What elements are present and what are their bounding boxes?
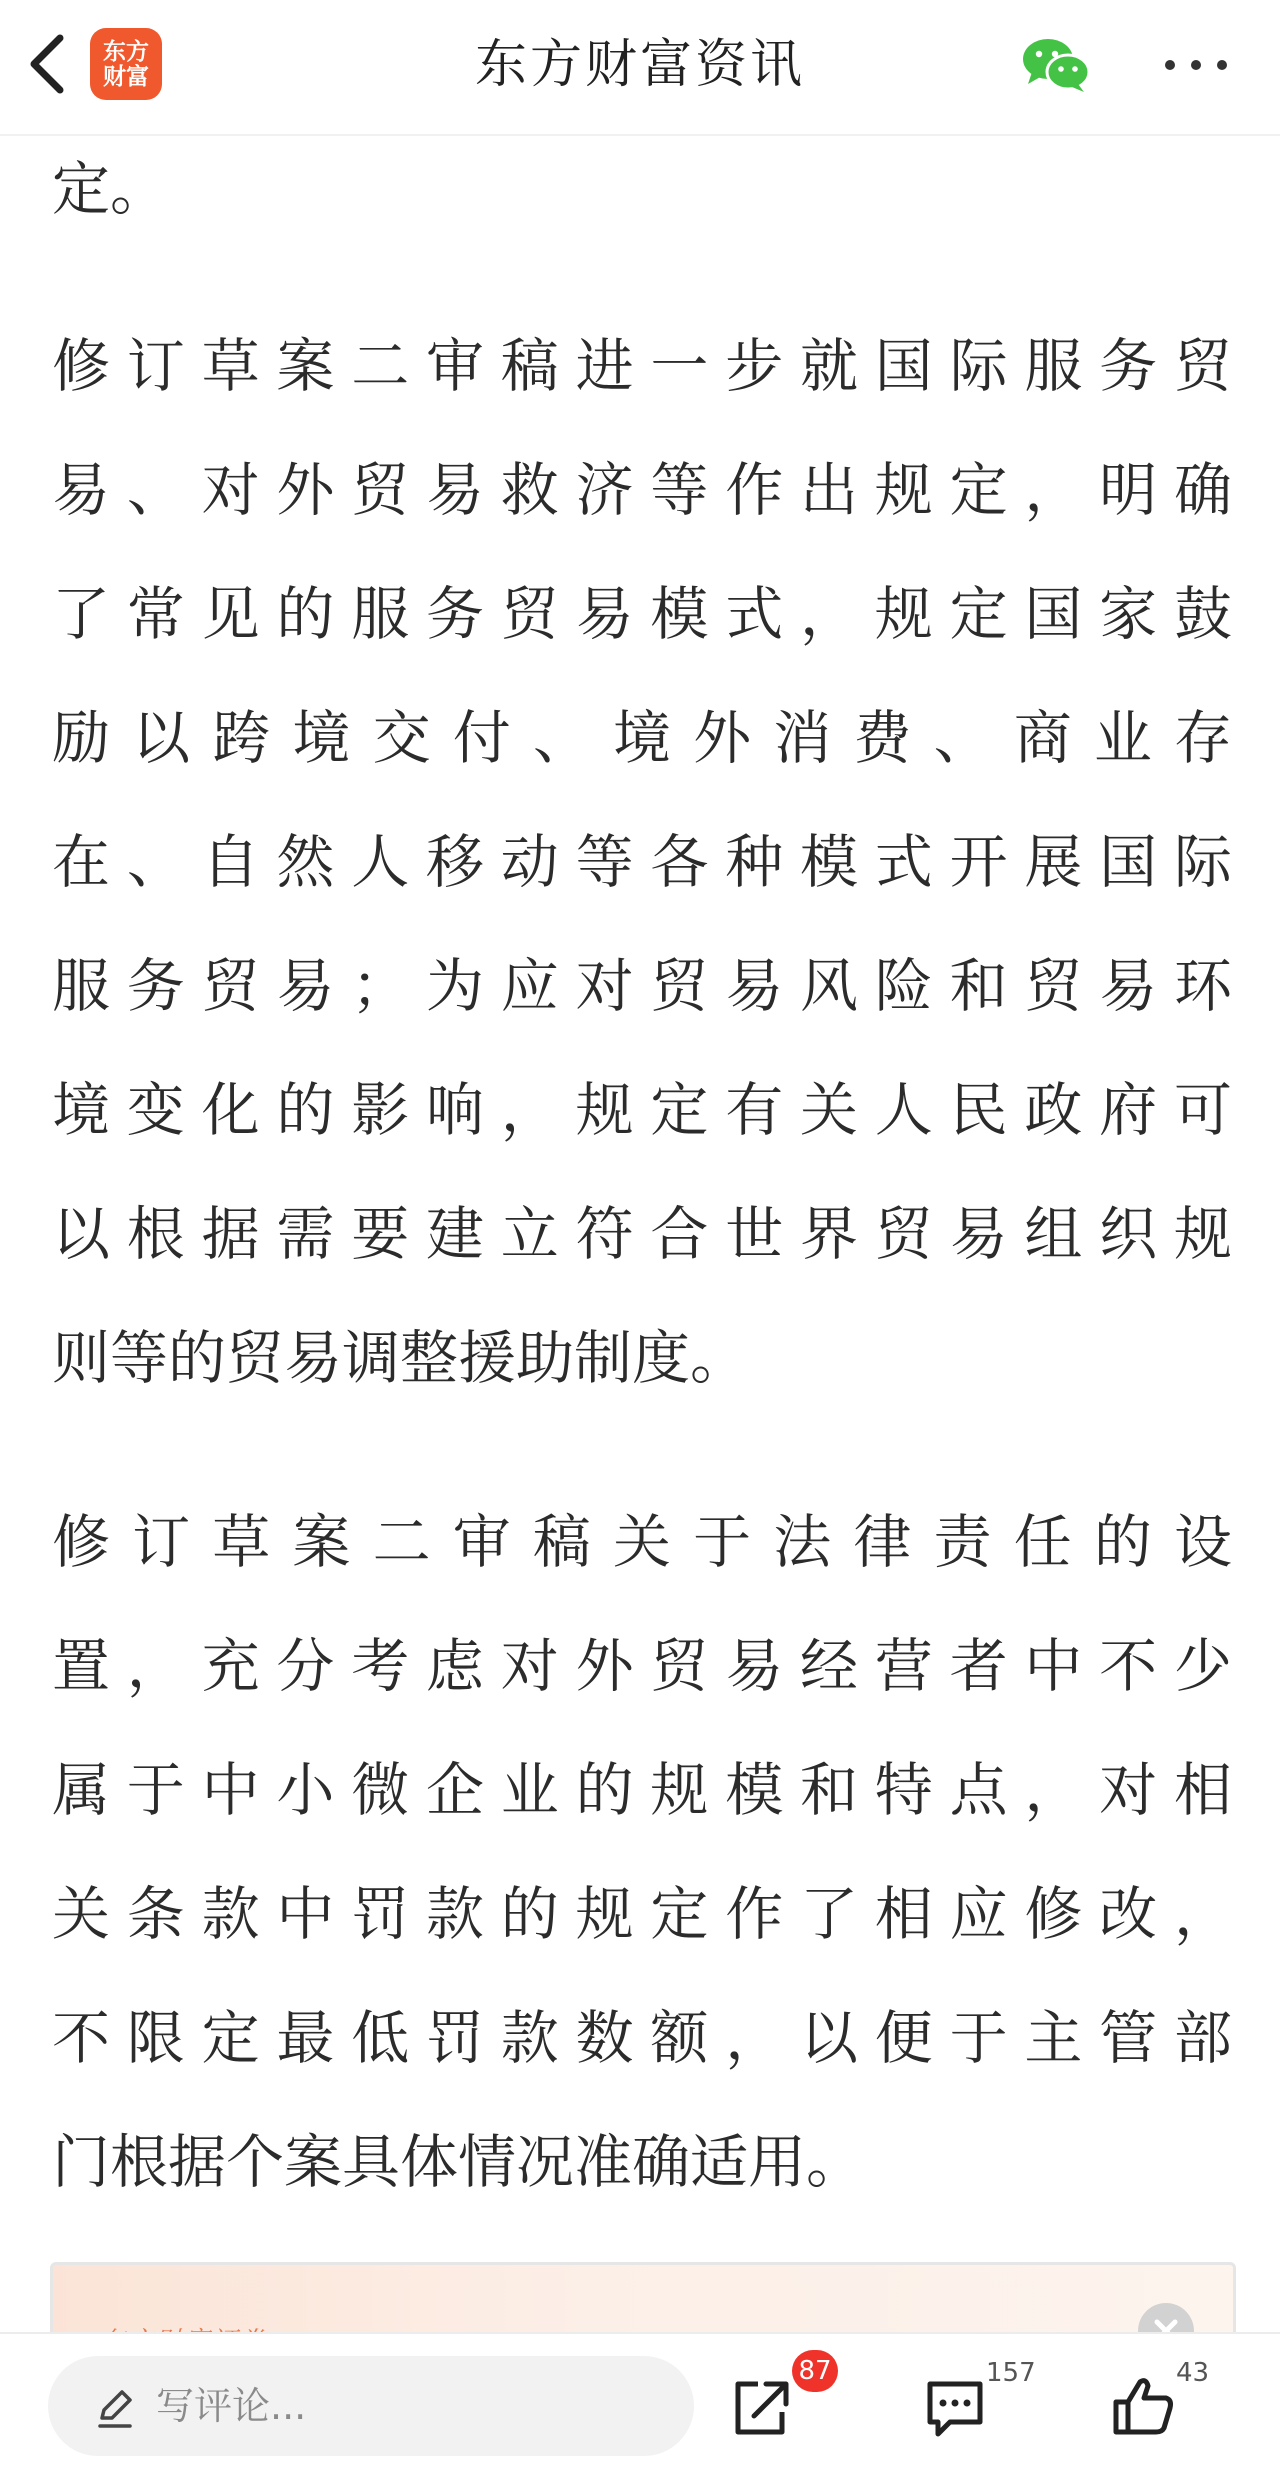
share-wechat-button[interactable] [1020,34,1092,94]
pen-icon [92,2384,138,2430]
article-line: 易、对外贸易救济等作出规定，明确 [52,456,1232,524]
wechat-icon [1020,34,1092,94]
like-count: 43 [1176,2358,1210,2388]
article-body [52,134,1232,2224]
comment-bubble-icon [920,2372,990,2442]
article-line: 以根据需要建立符合世界贸易组织规 [52,1200,1232,1268]
bottom-action-bar [0,2332,1280,2470]
comment-placeholder: 写评论... [156,2384,307,2428]
article-line: 了常见的服务贸易模式，规定国家鼓 [52,580,1232,648]
like-button[interactable] [1110,2358,1230,2454]
article-line: 关条款中罚款的规定作了相应修改， [52,1880,1232,1948]
share-count-badge: 87 [792,2350,838,2392]
logo-text: 东方财富 [103,38,149,90]
article-line: 境变化的影响，规定有关人民政府可 [52,1076,1232,1144]
article-line: 服务贸易；为应对贸易风险和贸易环 [52,952,1232,1020]
article-paragraph [52,304,1232,1420]
comment-count: 157 [986,2358,1036,2388]
article-line: 修订草案二审稿关于法律责任的设 [52,1508,1232,1576]
article-line: 属于中小微企业的规模和特点，对相 [52,1756,1232,1824]
share-icon [726,2372,796,2442]
thumbs-up-icon [1110,2372,1180,2442]
article-paragraph [52,1480,1232,2224]
article-line: 定。 [52,155,169,223]
article-line: 不限定最低罚款数额，以便于主管部 [52,2004,1232,2072]
article-line: 门根据个案具体情况准确适用。 [52,2128,865,2196]
article-line: 励以跨境交付、境外消费、商业存 [52,704,1232,772]
share-button[interactable] [726,2356,846,2454]
more-horizontal-icon [1158,40,1234,90]
back-button[interactable] [18,28,82,100]
article-line: 在、自然人移动等各种模式开展国际 [52,828,1232,896]
article-line: 则等的贸易调整援助制度。 [52,1324,749,1392]
top-navigation-bar [0,0,1280,136]
eastmoney-logo [90,28,162,100]
article-line: 修订草案二审稿进一步就国际服务贸 [52,332,1232,400]
comments-button[interactable] [920,2358,1040,2454]
comment-input[interactable] [48,2356,694,2456]
chevron-left-icon [18,28,82,100]
page-title: 东方财富资讯 [474,35,805,95]
more-options-button[interactable] [1158,40,1234,90]
article-line: 置，充分考虑对外贸易经营者中不少 [52,1632,1232,1700]
